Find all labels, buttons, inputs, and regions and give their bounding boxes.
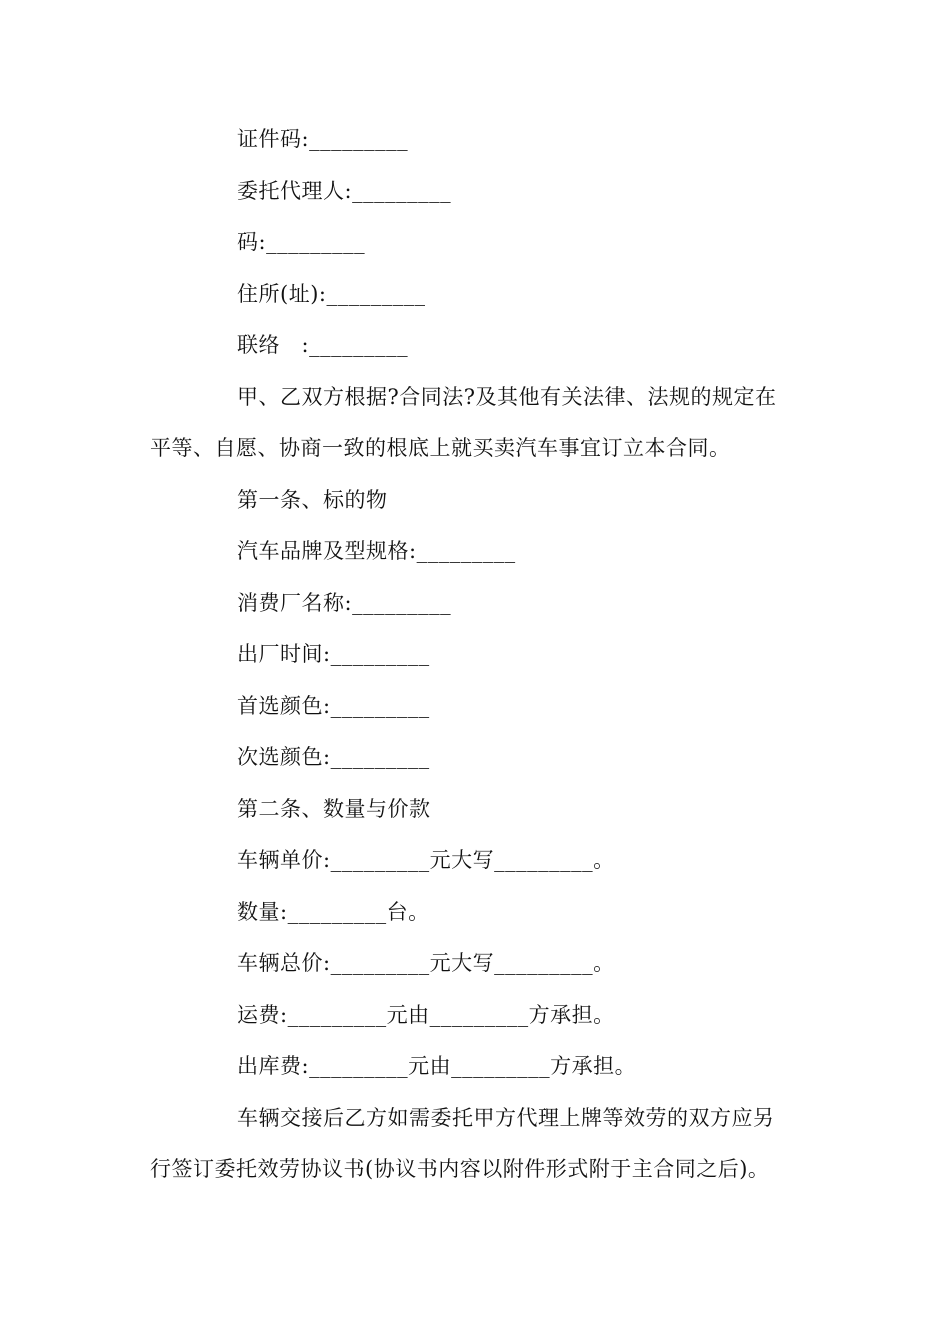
quantity-line: 数量:_________台。 xyxy=(237,900,430,924)
article-one-heading: 第一条、标的物 xyxy=(237,488,388,512)
intro-paragraph-line-2: 平等、自愿、协商一致的根底上就买卖汽车事宜订立本合同。 xyxy=(150,436,731,460)
code-line: 码:_________ xyxy=(237,230,366,254)
total-price-line: 车辆总价:_________元大写_________。 xyxy=(237,951,615,975)
address-line: 住所(址):_________ xyxy=(237,282,426,306)
closing-paragraph-line-2: 行签订委托效劳协议书(协议书内容以附件形式附于主合同之后)。 xyxy=(150,1157,770,1181)
delivery-fee-line: 出库费:_________元由_________方承担。 xyxy=(237,1054,637,1078)
brand-model-line: 汽车品牌及型规格:_________ xyxy=(237,539,516,563)
id-code-line: 证件码:_________ xyxy=(237,127,409,151)
contact-line: 联络 :_________ xyxy=(237,333,409,357)
second-color-line: 次选颜色:_________ xyxy=(237,745,430,769)
first-color-line: 首选颜色:_________ xyxy=(237,694,430,718)
closing-paragraph-line-1: 车辆交接后乙方如需委托甲方代理上牌等效劳的双方应另 xyxy=(237,1106,775,1130)
agent-line: 委托代理人:_________ xyxy=(237,179,452,203)
article-two-heading: 第二条、数量与价款 xyxy=(237,797,431,821)
intro-paragraph-line-1: 甲、乙双方根据?合同法?及其他有关法律、法规的规定在 xyxy=(237,385,777,409)
manufacturer-line: 消费厂名称:_________ xyxy=(237,591,452,615)
unit-price-line: 车辆单价:_________元大写_________。 xyxy=(237,848,615,872)
factory-date-line: 出厂时间:_________ xyxy=(237,642,430,666)
freight-line: 运费:_________元由_________方承担。 xyxy=(237,1003,615,1027)
